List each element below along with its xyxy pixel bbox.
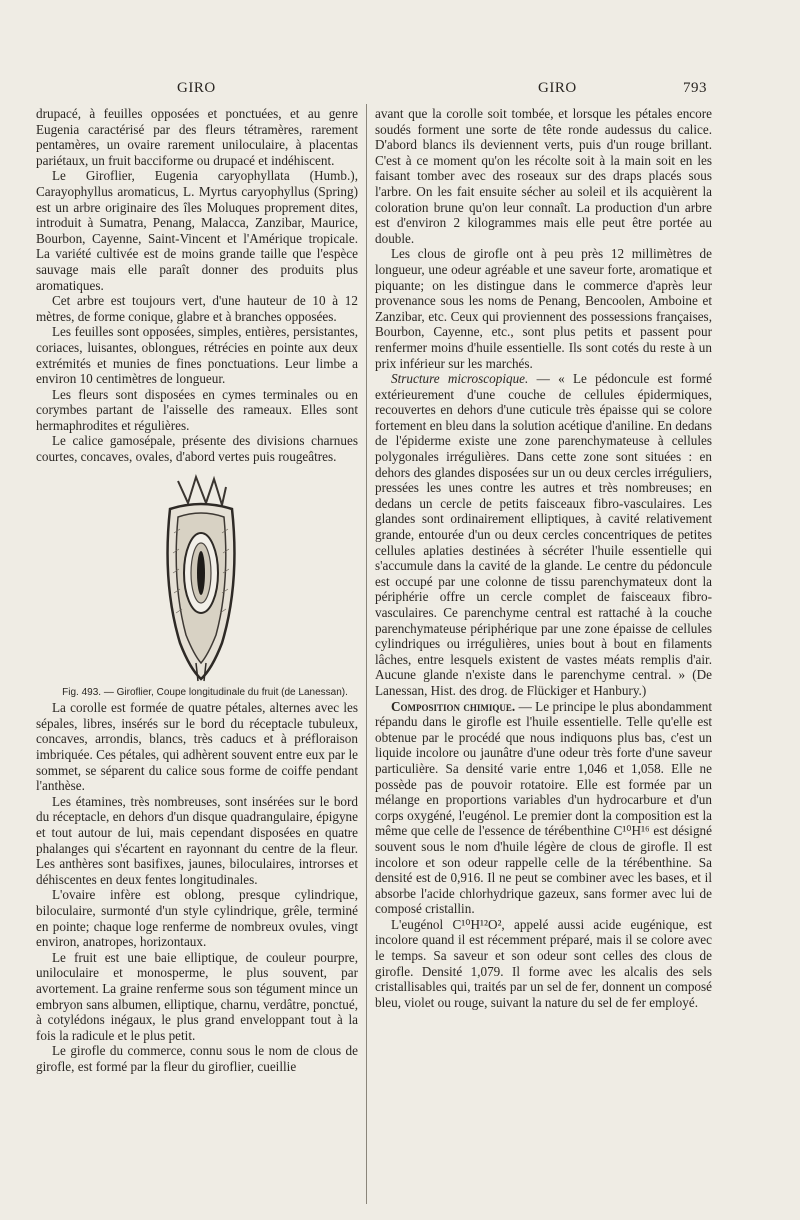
paragraph: Le Giroflier, Eugenia caryophyllata (Humb.), Carayophyllus aromaticus, L. Myrtus caryophyllus (Spring) est un arbre originaire des îles Moluques proprement dites, introduit à Sumatra, Penang, Malacca, Zanzibar, Maurice, Bourbon, Cayenne, Saint-Vincent et l'Amérique tropicale. La variété cultivée est de moins grande taille que l'espèce sauvage mais elle paraît donner des produits plus aromatiques. xyxy=(36,168,358,293)
section-heading: Structure microscopique. xyxy=(391,371,529,387)
section-heading: Composition chimique. xyxy=(391,698,516,714)
paragraph: La corolle est formée de quatre pétales, alternes avec les sépales, libres, insérés sur le bord du réceptacle tubuleux, concaves, arrondis, blancs, très caducs et à préfloraison imbriquée. Ces pétales, qui adhèrent souvent entre eux par le sommet, se séparent du calice sous forme de coiffe pendant l'anthèse. xyxy=(36,700,358,794)
column-divider xyxy=(366,104,367,1204)
figure-caption: Fig. 493. — Giroflier, Coupe longitudinale du fruit (de Lanessan). xyxy=(62,686,348,698)
paragraph-text: — « Le pédoncule est formé extérieurement d'une couche de cellules épidermiques, recouvertes en dehors d'une cuticule très épaisse qui se colore fortement en bleu dans la solution acétique d'aniline. En dedans de l'épiderme existe une zone parenchymateuse à cellules polygonales irrégulières. Dans cette zone sont situées : en dehors des glandes disposées sur un ou deux cercles irréguliers, pressées les unes contre les autres et très nombreuses; en dedans un cercle de petits faisceaux fibro-vasculaires. Les glandes sont ordinairement elliptiques, à cavité relativement grande, entourée d'un ou deux cercles concentriques de petites cellules aplaties destinées à sécréter l'huile essentielle qui s'accumule dans la cavité de la glande. Le centre du pédoncule est occupé par une colonne de tissu parenchymateux dont la périphérie offre un cercle complet de faisceaux fibro-vasculaires. Ce parenchyme central est rattaché à la couche parenchymateuse périphérique par une zone épaisse de cellules cylindriques ou irrégulières, unies bout à bout en filaments lâches, entre lesquels existent de vastes méats remplis d'air. Aucune glande n'existe dans le parenchyme central. » (De Lanessan, Hist. des drog. de Flückiger et Hanbury.) xyxy=(375,371,713,698)
paragraph: Les feuilles sont opposées, simples, entières, persistantes, coriaces, luisantes, oblongues, rétrécies en pointe aux deux extrémités et munies de fines ponctuations. Leur limbe a environ 10 centimètres de longueur. xyxy=(36,324,358,387)
paragraph: Les clous de girofle ont à peu près 12 millimètres de longueur, une odeur agréable et une saveur forte, aromatique et piquante; on les distingue dans le commerce d'après leur provenance sous les noms de Penang, Bencoolen, Amboine et Zanzibar, etc. Ceux qui proviennent des possessions françaises, Bourbon, Cayenne, etc., sont plus petits et passent pour renfermer moins d'huile essentielle. Ils sont cotés du reste à un prix inférieur sur les marchés. xyxy=(375,246,712,371)
paragraph: Le girofle du commerce, connu sous le nom de clous de girofle, est formé par la fleur du giroflier, cueillie xyxy=(36,1043,358,1074)
paragraph: Le fruit est une baie elliptique, de couleur pourpre, uniloculaire et monosperme, le plus souvent, par avortement. La graine renferme sous son tégument mince un embryon sans albumen, elliptique, charnu, verdâtre, ponctué, à cotylédons inégaux, le plus grand enveloppant tout à la fois la radicule et le plus petit. xyxy=(36,949,358,1043)
paragraph-text: — Le principe le plus abondamment répandu dans le girofle est l'huile essentielle. Telle qu'elle est obtenue par le procédé que nous indiquons plus bas, c'est un liquide incolore ou jaunâtre d'une odeur très forte d'une saveur particulière. Sa densité varie entre 1,046 et 1,058. Elle ne possède pas de pouvoir rotatoire. Elle est formée par un mélange en proportions variables d'un hydrocarbure et d'un corps oxygéné, l'eugénol. Le premier dont la composition est la même que celle de l'essence de térébenthine C¹⁰H¹⁶ est désigné souvent sous le nom d'huile légère de clous de girofle. Il est incolore et son odeur rappelle celle de la térébenthine. Sa densité est de 0,916. Il ne peut se combiner avec les bases, et il absorbe l'acide chlorhydrique gazeux, sans former avec lui de composé cristallin. xyxy=(375,698,713,917)
paragraph: L'ovaire infère est oblong, presque cylindrique, biloculaire, surmonté d'un style cylindrique, grêle, terminé en pointe; chaque loge renferme de nombreux ovules, vingt environ, anatropes, horizontaux. xyxy=(36,887,358,950)
paragraph: Cet arbre est toujours vert, d'une hauteur de 10 à 12 mètres, de forme conique, glabre et à branches opposées. xyxy=(36,293,358,324)
paragraph: L'eugénol C¹⁰H¹²O², appelé aussi acide eugénique, est incolore quand il est récemment préparé, mais il se colore avec le temps. Sa saveur et son odeur sont celles des clous de girofle. Densité 1,079. Il forme avec les alcalis des sels cristallisables qui, traités par un sel de fer, donnent un composé bleu, violet ou rouge, suivant la nature du sel de fer employé. xyxy=(375,916,712,1010)
figure-fruit-section xyxy=(36,471,358,685)
paragraph: Le calice gamosépale, présente des divisions charnues courtes, concaves, ovales, d'abord vertes puis rougeâtres. xyxy=(36,433,358,465)
running-head-left: GIRO xyxy=(177,80,216,96)
right-column xyxy=(375,106,712,1010)
left-column xyxy=(36,106,358,1075)
paragraph xyxy=(375,371,712,698)
paragraph: Les étamines, très nombreuses, sont insérées sur le bord du réceptacle, en dehors d'un disque quadrangulaire, épigyne et tout autour de lui, mais cependant disposées en quatre phalanges qui s'écartent en rayonnant du centre de la fleur. Les anthères sont basifixes, jaunes, biloculaires, introrses et déhiscentes en deux fentes longitudinales. xyxy=(36,793,358,887)
running-head-right: GIRO xyxy=(538,80,577,96)
paragraph xyxy=(375,699,712,917)
page-number: 793 xyxy=(683,80,707,96)
paragraph: avant que la corolle soit tombée, et lorsque les pétales encore soudés forment une sorte de tête ronde audessus du calice. D'abord blancs ils deviennent verts, puis d'un rouge brillant. C'est à ce moment qu'on les récolte soit à la main soit en les faisant tomber avec des roseaux sur des draps placés sous l'arbre. On les fait ensuite sécher au soleil et ils acquièrent la coloration brune qu'on leur connaît. La production d'un arbre est d'environ 2 kilogrammes mais elle peut être portée au double. xyxy=(375,106,712,246)
fruit-section-illustration xyxy=(156,473,246,683)
paragraph: Les fleurs sont disposées en cymes terminales ou en corymbes partant de l'aisselle des rameaux. Elles sont hermaphrodites et régulières. xyxy=(36,386,358,433)
paragraph: drupacé, à feuilles opposées et ponctuées, et au genre Eugenia caractérisé par des fleurs tétramères, rarement pentamères, un ovaire rarement uniloculaire, à placentas pariétaux, un fruit bacciforme ou drupacé et indéhiscent. xyxy=(36,106,358,168)
